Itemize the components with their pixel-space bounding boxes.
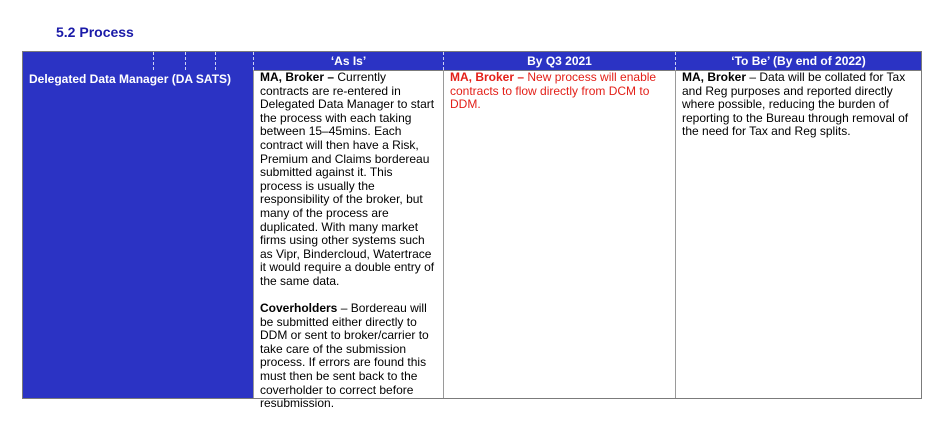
q3-paragraph	[450, 71, 669, 112]
q3-broker-label: MA, Broker –	[450, 70, 525, 84]
row-label-delegated-data-manager: Delegated Data Manager (DA SATS)	[23, 70, 253, 398]
as-is-broker-text: Currently contracts are re-entered in Delegated Data Manager to start the process with each taking between 15–45mins. Each contract will then have a Risk, Premium and Claims bordereau submitted against it. This process is usually the responsibility of the broker, but many of the process are duplicated. With many market firms using other systems such as Vipr, Bindercloud, Watertrace it would require a double entry of the same data.	[260, 70, 435, 288]
to-be-broker-text: – Data will be collated for Tax and Reg purposes and reported directly where possible, reducing the burden of reporting to the Bureau through removal of the need for Tax and Reg splits.	[682, 70, 909, 139]
header-q3-2021: By Q3 2021	[443, 52, 675, 70]
cell-to-be	[675, 70, 921, 398]
header-as-is: ‘As Is’	[253, 52, 443, 70]
to-be-paragraph	[682, 71, 915, 139]
as-is-coverholders-label: Coverholders	[260, 301, 338, 316]
cell-q3-2021	[443, 70, 675, 398]
as-is-coverholders-paragraph	[260, 302, 437, 411]
as-is-broker-paragraph	[260, 71, 437, 289]
header-cell-empty	[23, 52, 253, 70]
section-heading: 5.2 Process	[56, 24, 134, 40]
as-is-coverholders-text: – Bordereau will be submitted either directly to DDM or sent to broker/carrier to take care of the submission process. If errors are found this must then be sent back to the coverholder to correct before resubmission.	[260, 301, 429, 411]
header-to-be: ‘To Be’ (By end of 2022)	[675, 52, 921, 70]
q3-broker-text: New process will enable contracts to flow directly from DCM to DDM.	[450, 70, 657, 112]
as-is-broker-label: MA, Broker –	[260, 70, 335, 84]
process-table	[22, 51, 922, 411]
cell-as-is	[253, 70, 443, 411]
to-be-broker-label: MA, Broker	[682, 70, 747, 84]
